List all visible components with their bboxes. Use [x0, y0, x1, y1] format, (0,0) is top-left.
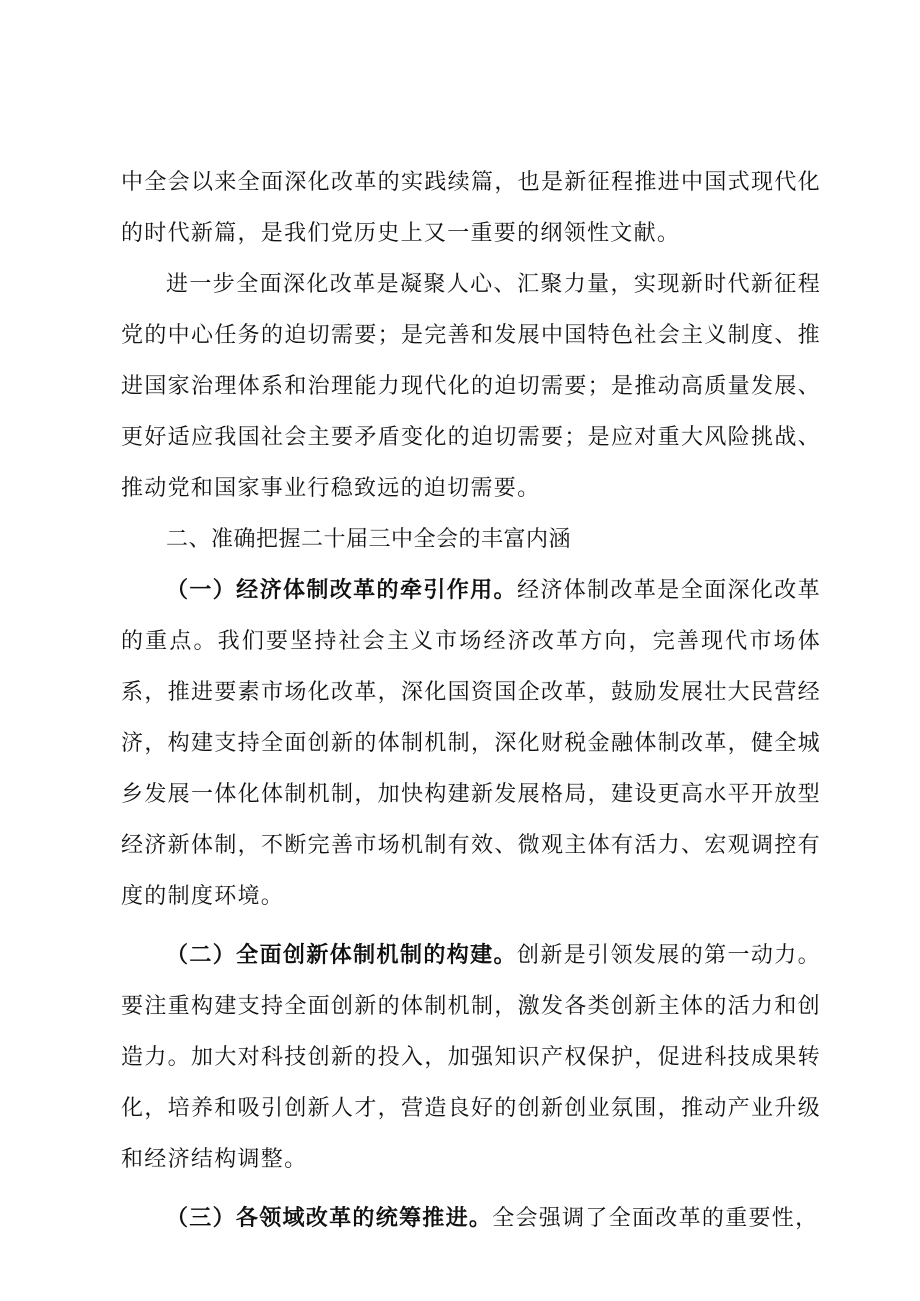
- section-heading: 二、准确把握二十届三中全会的丰富内涵: [166, 527, 572, 552]
- document-body: [121, 157, 821, 1244]
- subsection-title: （二）全面创新体制机制的构建。: [166, 943, 517, 968]
- subsection-economic-reform: [121, 565, 821, 922]
- subsection-coordinated-reform: [121, 1193, 821, 1244]
- paragraph-continuation: 中全会以来全面深化改革的实践续篇，也是新征程推进中国式现代化的时代新篇，是我们党历史上又一重要的纲领性文献。: [121, 170, 821, 246]
- subsection-title: （三）各领域改革的统筹推进。: [166, 1206, 493, 1231]
- paragraph-urgent-needs: 进一步全面深化改革是凝聚人心、汇聚力量，实现新时代新征程党的中心任务的迫切需要；是完善和发展中国特色社会主义制度、推进国家治理体系和治理能力现代化的迫切需要；是推动高质量发展、更好适应我国社会主要矛盾变化的迫切需要；是应对重大风险挑战、推动党和国家事业行稳致远的迫切需要。: [121, 272, 821, 501]
- subsection-text: 全会强调了全面改革的重要性，: [492, 1206, 819, 1231]
- subsection-text: 创新是引领发展的第一动力。要注重构建支持全面创新的体制机制，激发各类创新主体的活力和创造力。加大对科技创新的投入，加强知识产权保护，促进科技成果转化，培养和吸引创新人才，营造良好的创新创业氛围，推动产业升级和经济结构调整。: [121, 943, 821, 1172]
- subsection-innovation: [121, 930, 821, 1185]
- subsection-title: （一）经济体制改革的牵引作用。: [166, 578, 517, 603]
- subsection-text: 经济体制改革是全面深化改革的重点。我们要坚持社会主义市场经济改革方向，完善现代市场体系，推进要素市场化改革，深化国资国企改革，鼓励发展壮大民营经济，构建支持全面创新的体制机制，深化财税金融体制改革，健全城乡发展一体化体制机制，加快构建新发展格局，建设更高水平开放型经济新体制，不断完善市场机制有效、微观主体有活力、宏观调控有度的制度环境。: [121, 578, 821, 909]
